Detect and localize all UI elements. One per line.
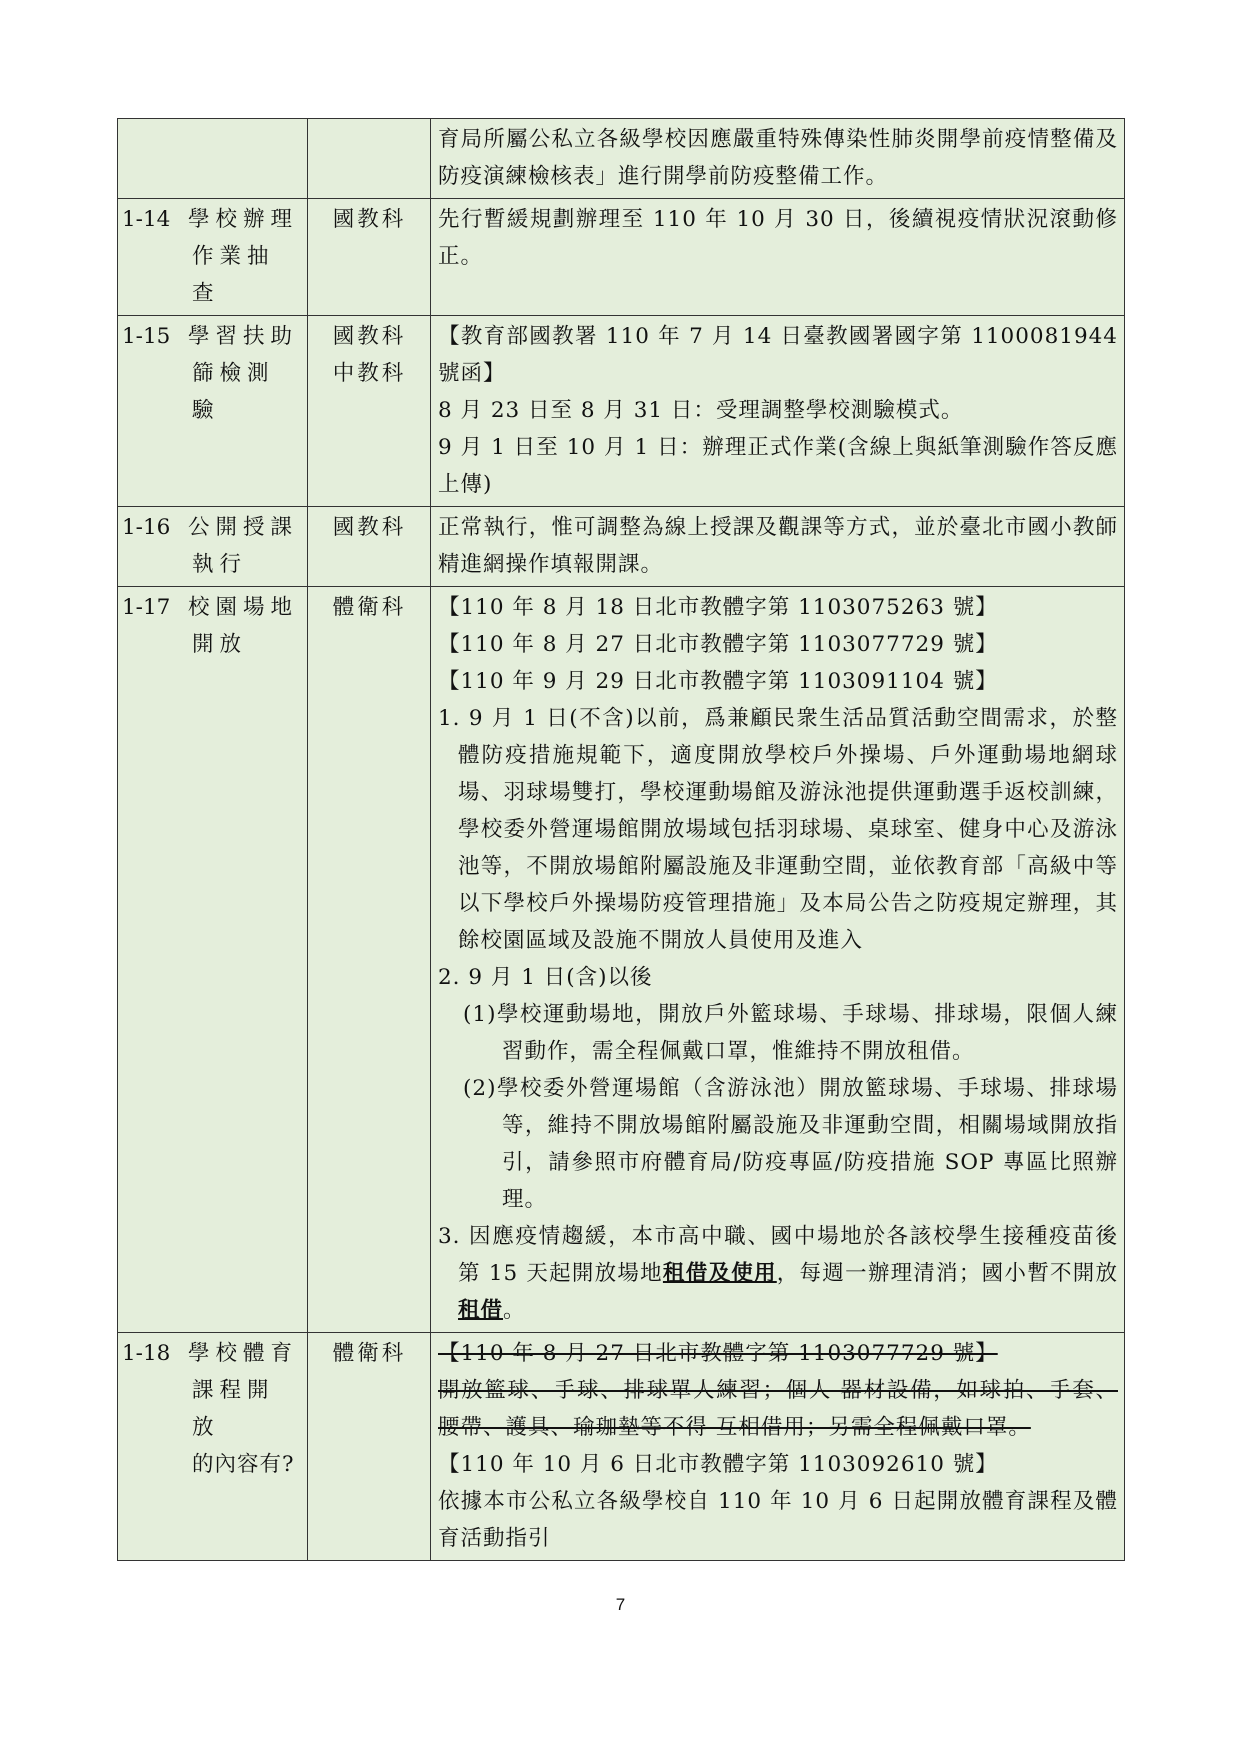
dept-name: 國教科	[332, 324, 407, 349]
content-text: 先行暫緩規劃辦理至 110 年 10 月 30 日，後續視疫情狀況滾動修正。	[438, 207, 1118, 269]
page-number: 7	[615, 1595, 626, 1614]
schedule-table	[117, 118, 1125, 1561]
content-cell	[431, 119, 1125, 199]
list-item	[438, 1218, 1118, 1329]
item-title-cont: 篩檢測驗	[192, 361, 275, 423]
item-cell	[118, 1333, 308, 1561]
item-title: 學校辦理	[188, 207, 299, 232]
dept-name: 中教科	[332, 361, 407, 386]
dept-name: 體衛科	[332, 1341, 407, 1366]
item-number: 1-15	[122, 324, 171, 349]
item-cell	[118, 119, 308, 199]
reference-text: 【110 年 8 月 18 日北市教體字第 1103075263 號】	[438, 595, 998, 620]
item-title-cont: 的內容有?	[192, 1452, 295, 1477]
content-cell	[431, 199, 1125, 316]
list-item: 2. 9 月 1 日(含)以後	[438, 965, 653, 990]
content-cell	[431, 1333, 1125, 1561]
emphasis-text: 租借	[458, 1298, 504, 1323]
item-number: 1-14	[122, 207, 171, 232]
item-title-cont: 開放	[192, 632, 248, 657]
item-title: 學校體育	[188, 1341, 299, 1366]
content-text: 9 月 1 日至 10 月 1 日：辦理正式作業(含線上與紙筆測驗作答反應上傳)	[438, 435, 1118, 497]
table-row	[118, 199, 1125, 316]
item-title: 公開授課	[188, 515, 299, 540]
content-text: 育局所屬公私立各級學校因應嚴重特殊傳染性肺炎開學前疫情整備及防疫演練檢核表」進行開學前防疫整備工作。	[438, 127, 1118, 189]
item-number: 1-16	[122, 515, 171, 540]
item-title: 校園場地	[188, 595, 299, 620]
dept-cell	[308, 1333, 431, 1561]
struck-text: 開放籃球、手球、排球單人練習；個人 器材設備，如球拍、手套、腰帶、護具、瑜珈墊等不得 互相借用；另需全程佩戴口罩。	[438, 1378, 1118, 1440]
table-row	[118, 587, 1125, 1333]
list-item: 1. 9 月 1 日(不含)以前，爲兼顧民衆生活品質活動空間需求，於整體防疫措施規範下，適度開放學校戶外操場、戶外運動場地網球場、羽球場雙打，學校運動場館及游泳池提供運動選手返校訓練，學校委外營運場館開放場域包括羽球場、桌球室、健身中心及游泳池等，不開放場館附屬設施及非運動空間，並依教育部「高級中等以下學校戶外操場防疫管理措施」及本局公告之防疫規定辦理，其餘校園區域及設施不開放人員使用及進入	[438, 706, 1118, 953]
emphasis-text: 租借及使用	[662, 1261, 777, 1286]
reference-text: 【110 年 10 月 6 日北市教體字第 1103092610 號】	[438, 1452, 998, 1477]
table-row	[118, 119, 1125, 199]
item-title-cont: 執行	[192, 552, 248, 577]
item-cell	[118, 316, 308, 507]
item-number: 1-18	[122, 1341, 171, 1366]
item-title-cont: 作業抽查	[192, 244, 275, 306]
item-title: 學習扶助	[188, 324, 299, 349]
reference-text: 【110 年 8 月 27 日北市教體字第 1103077729 號】	[438, 632, 998, 657]
item-title-cont: 課程開放	[192, 1378, 275, 1440]
content-text: 【教育部國教署 110 年 7 月 14 日臺教國署國字第 1100081944 號函】	[438, 324, 1118, 386]
reference-text: 【110 年 9 月 29 日北市教體字第 1103091104 號】	[438, 669, 998, 694]
item-cell	[118, 199, 308, 316]
table-row	[118, 316, 1125, 507]
dept-cell	[308, 199, 431, 316]
content-text: 8 月 23 日至 8 月 31 日：受理調整學校測驗模式。	[438, 398, 964, 423]
dept-name: 國教科	[332, 515, 407, 540]
list-item-text: ，每週一辦理清消；國小暫不開放	[776, 1261, 1118, 1286]
list-item-text: 。	[503, 1298, 526, 1323]
item-cell	[118, 587, 308, 1333]
content-text: 依據本市公私立各級學校自 110 年 10 月 6 日起開放體育課程及體育活動指引	[438, 1489, 1118, 1551]
sub-list-item: (1)學校運動場地，開放戶外籃球場、手球場、排球場，限個人練習動作，需全程佩戴口罩，惟維持不開放租借。	[463, 1002, 1118, 1064]
table-row	[118, 1333, 1125, 1561]
sub-list-item: (2)學校委外營運場館（含游泳池）開放籃球場、手球場、排球場等，維持不開放場館附屬設施及非運動空間，相關場域開放指引，請參照市府體育局/防疫專區/防疫措施 SOP 專區比照辦理。	[463, 1076, 1118, 1212]
item-number: 1-17	[122, 595, 171, 620]
item-cell	[118, 507, 308, 587]
dept-cell	[308, 316, 431, 507]
content-cell	[431, 316, 1125, 507]
struck-reference: 【110 年 8 月 27 日北市教體字第 1103077729 號】	[438, 1341, 998, 1366]
dept-cell	[308, 587, 431, 1333]
table-row	[118, 507, 1125, 587]
content-cell	[431, 507, 1125, 587]
content-text: 正常執行，惟可調整為線上授課及觀課等方式，並於臺北市國小教師精進網操作填報開課。	[438, 515, 1118, 577]
list-item-text: 3. 因應疫情趨緩，本市高中職、國中場地於各該校學生接種疫苗後第 15 天起開放場地	[438, 1224, 1118, 1286]
dept-cell	[308, 507, 431, 587]
dept-cell	[308, 119, 431, 199]
dept-name: 體衛科	[332, 595, 407, 620]
content-cell	[431, 587, 1125, 1333]
dept-name: 國教科	[332, 207, 407, 232]
